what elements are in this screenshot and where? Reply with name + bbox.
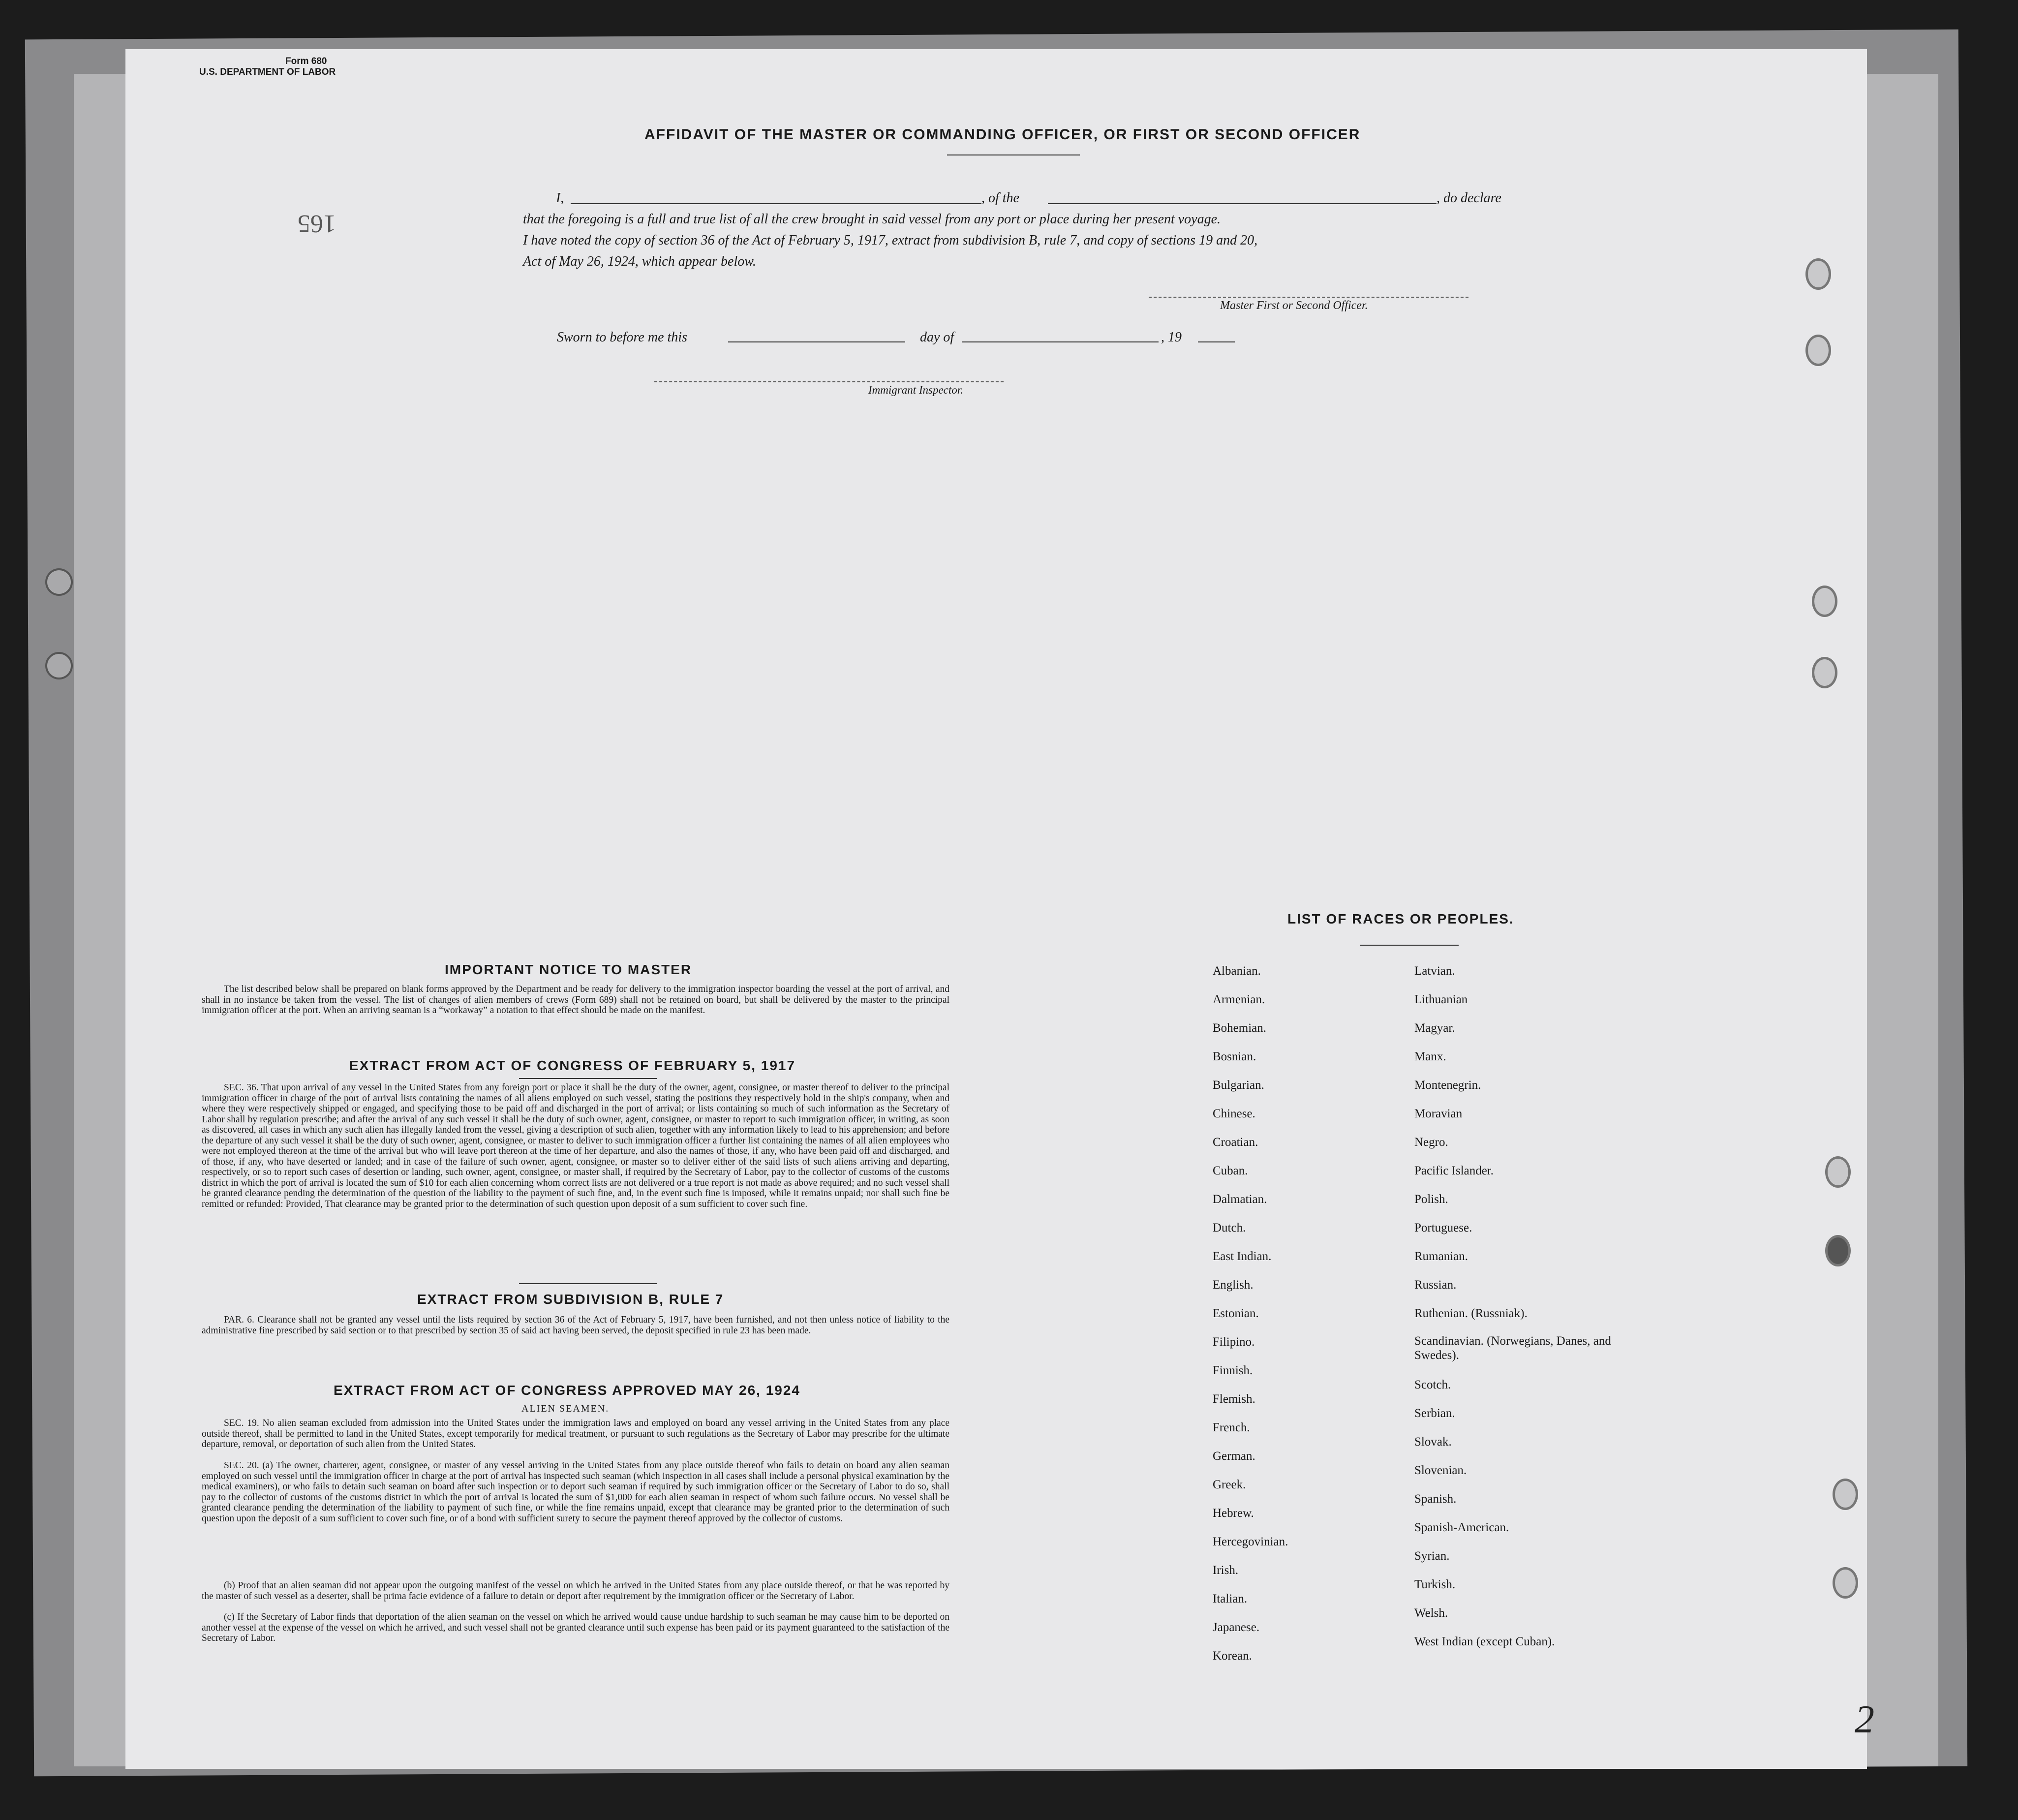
page-mark: 2	[1855, 1698, 1874, 1741]
race-item: Filipino.	[1213, 1335, 1255, 1349]
affidavit-line2: that the foregoing is a full and true list of all the crew brought in said vessel from any port or place during her present voyage.	[523, 212, 1221, 227]
affidavit-i: I,	[556, 190, 564, 206]
race-item: Dalmatian.	[1213, 1193, 1267, 1206]
race-item: Negro.	[1414, 1136, 1448, 1149]
extract-1917-text: SEC. 36. That upon arrival of any vessel in the United States from any foreign port or place it shall be the duty of the owner, agent, consignee, or master thereof to deliver to the principal immigration officer in charge of the port of arrival lists containing the names of all aliens employed on such vessel, stating the positions they respectively hold in the ship's company, when and where they were respectively shipped or engaged, and specifying those to be paid off and discharged in the port of arrival; or lists containing so much of such information as the Secretary of Labor shall by regulation prescribe; and after the arrival of any such vessel it shall be the duty of such owner, agent, consignee, or master to report to such immigration officer, in writing, as soon as discovered, all cases in which any such alien has illegally landed from the vessel, giving a description of such alien, together with any information likely to lead to his apprehension; and before the departure of any such vessel it shall be the duty of such owner, agent, consignee, or master to deliver to such immigration officer a further list containing the names of all alien employees who were not employed thereon at the time of the arrival but who will leave port thereon at the time of her departure, and also the names of those, if any, who have been paid off and discharged, and of those, if any, who have deserted or landed; and in case of the failure of such owner, agent, consignee, or master so to deliver either of the said lists of such aliens arriving and departing, respectively, or so to report such cases of desertion or landing, such owner, agent, consignee, or master shall, if required by the Secretary of Labor, pay to the collector of customs of the customs district in which the port of arrival is located the sum of $10 for each alien concerning whom correct lists are not delivered or a true report is not made as above required; and no such vessel shall be granted clearance pending the determination of the question of the liability to the payment of such fine, and, in the event such fine is imposed, while it remains unpaid; nor shall such fine be remitted or refunded: Provided, That clearance may be granted prior to the determination of such question upon deposit of a sum sufficient to cover such fine.	[202, 1082, 949, 1209]
race-item: Armenian.	[1213, 993, 1265, 1006]
sec20c-text: (c) If the Secretary of Labor finds that deportation of the alien seaman on the vessel on which he arrived would cause undue hardship to such seaman he may cause him to be deported on another vessel at the expense of the vessel on which he arrived, and such vessel shall not be granted clearance until such expense has been paid or its payment guaranteed to the satisfaction of the Secretary of Labor.	[202, 1612, 949, 1643]
race-item: Lithuanian	[1414, 993, 1468, 1006]
race-item: Hercegovinian.	[1213, 1535, 1288, 1548]
sec20b-text: (b) Proof that an alien seaman did not appear upon the outgoing manifest of the vessel on which he arrived in the United States from any place outside thereof, or that he was reported by the master of such vessel as a deserter, shall be prima facie evidence of a failure to detain or deport after requirement by the immigration officer or the Secretary of Labor.	[202, 1580, 949, 1602]
sworn-year: , 19	[1161, 330, 1182, 345]
extract-rule7-title: EXTRACT FROM SUBDIVISION B, RULE 7	[417, 1292, 724, 1307]
divider	[519, 1283, 657, 1284]
race-item: Greek.	[1213, 1478, 1246, 1491]
race-item: Slovak.	[1414, 1435, 1452, 1449]
race-item: Estonian.	[1213, 1307, 1259, 1320]
notice-text: The list described below shall be prepared on blank forms approved by the Department and be ready for delivery to the immigration inspector boarding the vessel at the port of arrival, and shall in no instance be taken from the vessel. The list of changes of alien members of crews (Form 689) shall not be retained on board, but shall be delivered by the master to the principal immigration officer at the port. When an arriving seaman is a “workaway” a notation to that effect should be made on the manifest.	[202, 984, 949, 1016]
race-item: Pacific Islander.	[1414, 1164, 1494, 1177]
punch-hole	[1833, 1479, 1858, 1510]
punch-hole	[1825, 1156, 1851, 1188]
race-item: Irish.	[1213, 1564, 1239, 1577]
form-page	[125, 49, 1874, 1769]
punch-hole	[1805, 258, 1831, 290]
race-item: Finnish.	[1213, 1364, 1253, 1377]
sec19-text: SEC. 19. No alien seaman excluded from admission into the United States under the immigration laws and employed on board any vessel arriving in the United States from any place outside thereof, shall be permitted to land in the United States, except temporarily for medical treatment, or pursuant to such regulations as the Secretary of Labor may prescribe for the ultimate departure, removal, or deportation of such alien from the United States.	[202, 1418, 949, 1450]
race-item: Syrian.	[1414, 1549, 1450, 1563]
affidavit-title: AFFIDAVIT OF THE MASTER OR COMMANDING OFFICER, OR FIRST OR SECOND OFFICER	[644, 126, 1361, 143]
race-item: Italian.	[1213, 1592, 1248, 1605]
punch-hole	[1825, 1235, 1851, 1266]
sworn-prefix: Sworn to before me this	[557, 330, 687, 345]
extract-1917-title: EXTRACT FROM ACT OF CONGRESS OF FEBRUARY 5, 1917	[349, 1058, 796, 1073]
race-item: Slovenian.	[1414, 1464, 1467, 1477]
race-item: Flemish.	[1213, 1392, 1255, 1406]
race-item: Albanian.	[1213, 964, 1261, 978]
extract-1924-subtitle: ALIEN SEAMEN.	[521, 1403, 610, 1414]
master-signature-line[interactable]	[1149, 297, 1468, 298]
divider	[519, 1078, 657, 1079]
name-line[interactable]	[571, 203, 981, 204]
race-item: Latvian.	[1414, 964, 1455, 978]
sworn-year-line[interactable]	[1198, 341, 1235, 342]
race-item: Turkish.	[1414, 1578, 1456, 1591]
race-item: Bohemian.	[1213, 1021, 1267, 1035]
race-item: Serbian.	[1414, 1407, 1455, 1420]
race-item: Magyar.	[1414, 1021, 1455, 1035]
inspector-label: Immigrant Inspector.	[868, 384, 963, 396]
punch-hole	[1812, 586, 1837, 617]
extract-1924-title: EXTRACT FROM ACT OF CONGRESS APPROVED MAY 26, 1924	[334, 1383, 800, 1398]
form-department: U.S. DEPARTMENT OF LABOR	[199, 67, 336, 77]
race-item: Bosnian.	[1213, 1050, 1256, 1063]
sworn-month-line[interactable]	[962, 341, 1159, 342]
affidavit-declare: , do declare	[1437, 190, 1501, 206]
race-item: Welsh.	[1414, 1606, 1448, 1620]
race-item: West Indian (except Cuban).	[1414, 1635, 1555, 1648]
race-item: German.	[1213, 1450, 1255, 1463]
affidavit-line3: I have noted the copy of section 36 of the Act of February 5, 1917, extract from subdivision B, rule 7, and copy of sections 19 and 20,	[523, 233, 1258, 248]
race-item: Portuguese.	[1414, 1221, 1472, 1234]
race-item: Hebrew.	[1213, 1507, 1254, 1520]
race-item: English.	[1213, 1278, 1254, 1292]
race-item: Cuban.	[1213, 1164, 1248, 1177]
master-signature-label: Master First or Second Officer.	[1220, 299, 1368, 312]
divider	[947, 154, 1080, 155]
races-right-list	[1414, 957, 1621, 1656]
race-item: Scandinavian. (Norwegians, Danes, and Swedes).	[1414, 1334, 1611, 1362]
race-item: Moravian	[1414, 1107, 1463, 1120]
race-item: Ruthenian. (Russniak).	[1414, 1307, 1528, 1320]
stamp-number: 165	[298, 210, 336, 238]
race-item: Russian.	[1414, 1278, 1457, 1292]
race-item: Dutch.	[1213, 1221, 1246, 1234]
sworn-day-line[interactable]	[728, 341, 905, 342]
race-item: Japanese.	[1213, 1621, 1260, 1634]
punch-hole	[1812, 657, 1837, 688]
races-left-list	[1213, 957, 1288, 1670]
affidavit-line4: Act of May 26, 1924, which appear below.	[523, 254, 756, 269]
extract-rule7-text: PAR. 6. Clearance shall not be granted any vessel until the lists required by section 36 of the Act of February 5, 1917, have been furnished, and not then unless notice of liability to the administrative fine prescribed by said section or to that prescribed by section 35 of said act having been served, the deposit specified in rule 23 has been made.	[202, 1315, 949, 1336]
form-number: Form 680	[285, 56, 327, 66]
race-item: Montenegrin.	[1414, 1079, 1481, 1092]
binder-hole	[45, 652, 73, 679]
race-item: Scotch.	[1414, 1378, 1451, 1391]
punch-hole	[1805, 335, 1831, 366]
race-item: East Indian.	[1213, 1250, 1272, 1263]
race-item: Bulgarian.	[1213, 1079, 1264, 1092]
notice-title: IMPORTANT NOTICE TO MASTER	[445, 962, 692, 977]
binder-hole	[45, 568, 73, 596]
affidavit-of-the: , of the	[981, 190, 1019, 206]
punch-hole	[1833, 1567, 1858, 1599]
race-item: Spanish-American.	[1414, 1521, 1509, 1534]
race-item: Croatian.	[1213, 1136, 1258, 1149]
sec20a-text: SEC. 20. (a) The owner, charterer, agent, consignee, or master of any vessel arriving in the United States from any place outside thereof who fails to detain on board any alien seaman employed on such vessel until the immigration officer in charge at the port of arrival has inspected such seaman (which inspection in all cases shall include a personal physical examination by the medical examiners), or who fails to detain such seaman on board after such inspection or to deport such seaman if required by such immigration officer or the Secretary of Labor to do so, shall pay to the collector of customs of the customs district in which the port of arrival is located the sum of $1,000 for each alien seaman in respect of whom such failure occurs. No vessel shall be granted clearance pending the determination of the liability to payment of such fine, or while the fine remains unpaid, except that clearance may be granted prior to the determination of such question upon the deposit of a sum sufficient to cover such fine, or of a bond with sufficient surety to secure the payment thereof approved by the collector of customs.	[202, 1460, 949, 1524]
vessel-line[interactable]	[1048, 203, 1437, 204]
sworn-day: day of	[920, 330, 954, 345]
race-item: Spanish.	[1414, 1492, 1457, 1506]
race-item: Rumanian.	[1414, 1250, 1468, 1263]
race-item: Polish.	[1414, 1193, 1448, 1206]
divider	[1360, 945, 1459, 946]
race-item: Korean.	[1213, 1649, 1252, 1663]
races-title: LIST OF RACES OR PEOPLES.	[1287, 911, 1514, 926]
race-item: French.	[1213, 1421, 1250, 1434]
race-item: Manx.	[1414, 1050, 1446, 1063]
inspector-signature-line[interactable]	[654, 381, 1004, 382]
race-item: Chinese.	[1213, 1107, 1255, 1120]
